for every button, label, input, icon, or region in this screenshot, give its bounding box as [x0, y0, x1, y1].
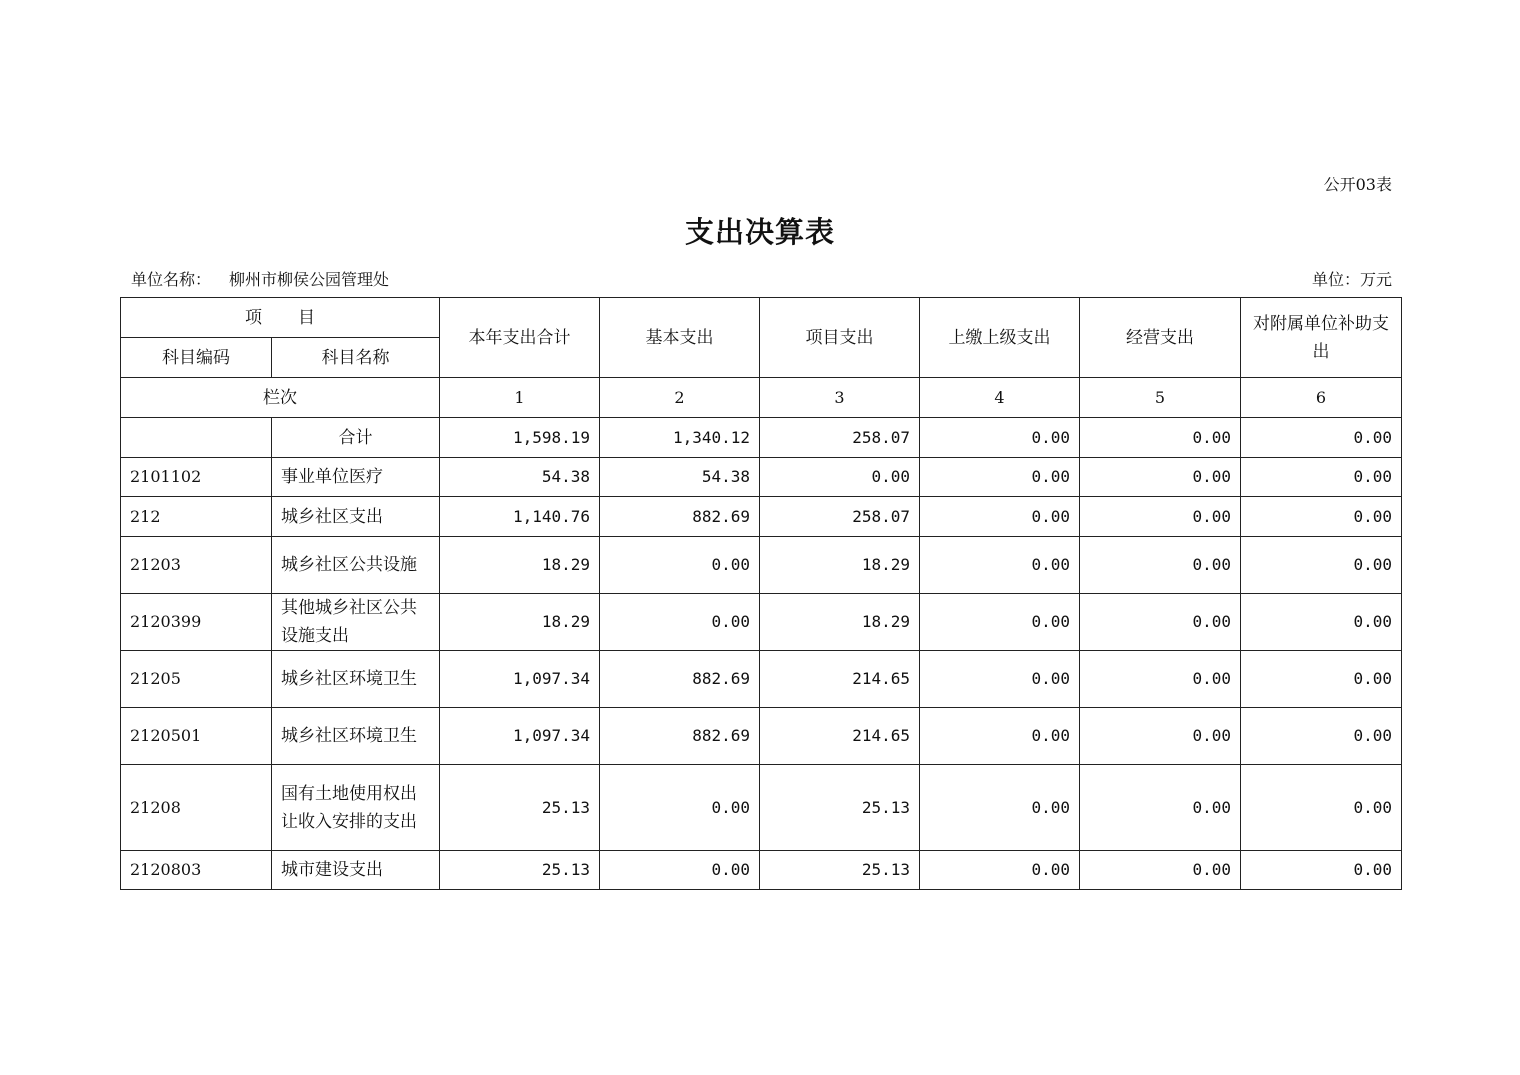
row-value: 25.13 — [760, 851, 920, 890]
row-value: 0.00 — [1241, 708, 1402, 765]
row-value: 1,097.34 — [440, 708, 600, 765]
header-col-basic: 基本支出 — [600, 298, 760, 378]
total-value-2: 1,340.12 — [600, 418, 760, 458]
row-value: 258.07 — [760, 497, 920, 537]
header-row-1 — [121, 298, 1402, 338]
row-value: 1,140.76 — [440, 497, 600, 537]
row-value: 0.00 — [1080, 497, 1241, 537]
row-value: 0.00 — [600, 851, 760, 890]
total-value-3: 258.07 — [760, 418, 920, 458]
row-value: 0.00 — [1241, 851, 1402, 890]
row-value: 54.38 — [600, 458, 760, 497]
row-value: 0.00 — [600, 594, 760, 651]
row-value: 0.00 — [920, 594, 1080, 651]
row-name: 城乡社区公共设施 — [272, 537, 440, 594]
table-row — [121, 458, 1402, 497]
row-value: 882.69 — [600, 497, 760, 537]
row-value: 0.00 — [1241, 458, 1402, 497]
form-number: 公开03表 — [1323, 175, 1392, 194]
total-code-cell — [121, 418, 272, 458]
header-code: 科目编码 — [121, 338, 272, 378]
row-name: 城乡社区环境卫生 — [272, 708, 440, 765]
row-value: 0.00 — [1080, 851, 1241, 890]
header-col-total: 本年支出合计 — [440, 298, 600, 378]
header-name: 科目名称 — [272, 338, 440, 378]
table-row — [121, 708, 1402, 765]
column-index-5: 5 — [1080, 378, 1241, 418]
total-value-1: 1,598.19 — [440, 418, 600, 458]
row-name: 城乡社区支出 — [272, 497, 440, 537]
table-row — [121, 537, 1402, 594]
total-row — [121, 418, 1402, 458]
table-row — [121, 497, 1402, 537]
row-value: 0.00 — [1080, 651, 1241, 708]
row-value: 0.00 — [920, 851, 1080, 890]
row-value: 0.00 — [920, 497, 1080, 537]
row-code: 21205 — [121, 651, 272, 708]
row-value: 1,097.34 — [440, 651, 600, 708]
row-value: 0.00 — [1241, 651, 1402, 708]
unit-name-line — [131, 267, 389, 290]
row-value: 25.13 — [440, 765, 600, 851]
header-col-project: 项目支出 — [760, 298, 920, 378]
row-code: 21208 — [121, 765, 272, 851]
total-label: 合计 — [272, 418, 440, 458]
column-index-2: 2 — [600, 378, 760, 418]
row-value: 0.00 — [1080, 458, 1241, 497]
currency-unit: 单位：万元 — [1311, 270, 1392, 289]
row-name: 城乡社区环境卫生 — [272, 651, 440, 708]
row-value: 0.00 — [600, 765, 760, 851]
header-col-business: 经营支出 — [1080, 298, 1241, 378]
row-value: 25.13 — [760, 765, 920, 851]
row-value: 0.00 — [920, 708, 1080, 765]
row-name: 城市建设支出 — [272, 851, 440, 890]
row-name: 其他城乡社区公共设施支出 — [272, 594, 440, 651]
total-value-5: 0.00 — [1080, 418, 1241, 458]
row-value: 0.00 — [920, 458, 1080, 497]
row-code: 2120399 — [121, 594, 272, 651]
row-name: 事业单位医疗 — [272, 458, 440, 497]
row-value: 18.29 — [440, 594, 600, 651]
row-value: 0.00 — [1241, 765, 1402, 851]
unit-name-value: 柳州市柳侯公园管理处 — [229, 270, 390, 289]
row-value: 0.00 — [920, 537, 1080, 594]
unit-name-label: 单位名称： — [131, 270, 212, 289]
row-value: 0.00 — [1080, 765, 1241, 851]
column-index-1: 1 — [440, 378, 600, 418]
row-value: 882.69 — [600, 708, 760, 765]
expenditure-table — [120, 297, 1402, 890]
column-index-3: 3 — [760, 378, 920, 418]
row-value: 18.29 — [440, 537, 600, 594]
row-code: 2120501 — [121, 708, 272, 765]
table-row — [121, 651, 1402, 708]
row-name: 国有土地使用权出让收入安排的支出 — [272, 765, 440, 851]
table-body — [121, 298, 1402, 890]
row-value: 0.00 — [920, 651, 1080, 708]
row-code: 2120803 — [121, 851, 272, 890]
row-code: 2101102 — [121, 458, 272, 497]
row-value: 0.00 — [1080, 594, 1241, 651]
header-col-subsidy: 对附属单位补助支出 — [1241, 298, 1402, 378]
row-value: 0.00 — [1241, 497, 1402, 537]
header-item — [121, 298, 440, 338]
total-value-6: 0.00 — [1241, 418, 1402, 458]
row-value: 18.29 — [760, 594, 920, 651]
row-value: 214.65 — [760, 651, 920, 708]
row-code: 21203 — [121, 537, 272, 594]
row-value: 18.29 — [760, 537, 920, 594]
table-row — [121, 851, 1402, 890]
row-value: 54.38 — [440, 458, 600, 497]
column-index-label: 栏次 — [121, 378, 440, 418]
row-value: 0.00 — [1241, 594, 1402, 651]
row-value: 0.00 — [1080, 537, 1241, 594]
row-value: 0.00 — [760, 458, 920, 497]
row-value: 214.65 — [760, 708, 920, 765]
row-value: 882.69 — [600, 651, 760, 708]
row-value: 0.00 — [1241, 537, 1402, 594]
page-title: 支出决算表 — [684, 215, 835, 249]
row-value: 0.00 — [1080, 708, 1241, 765]
header-col-remit: 上缴上级支出 — [920, 298, 1080, 378]
column-index-6: 6 — [1241, 378, 1402, 418]
table-row — [121, 765, 1402, 851]
column-index-row — [121, 378, 1402, 418]
table-row — [121, 594, 1402, 651]
row-value: 0.00 — [920, 765, 1080, 851]
row-code: 212 — [121, 497, 272, 537]
header-item-char-1: 项 — [245, 307, 262, 328]
row-value: 25.13 — [440, 851, 600, 890]
column-index-4: 4 — [920, 378, 1080, 418]
total-value-4: 0.00 — [920, 418, 1080, 458]
row-value: 0.00 — [600, 537, 760, 594]
header-item-char-2: 目 — [298, 307, 315, 328]
